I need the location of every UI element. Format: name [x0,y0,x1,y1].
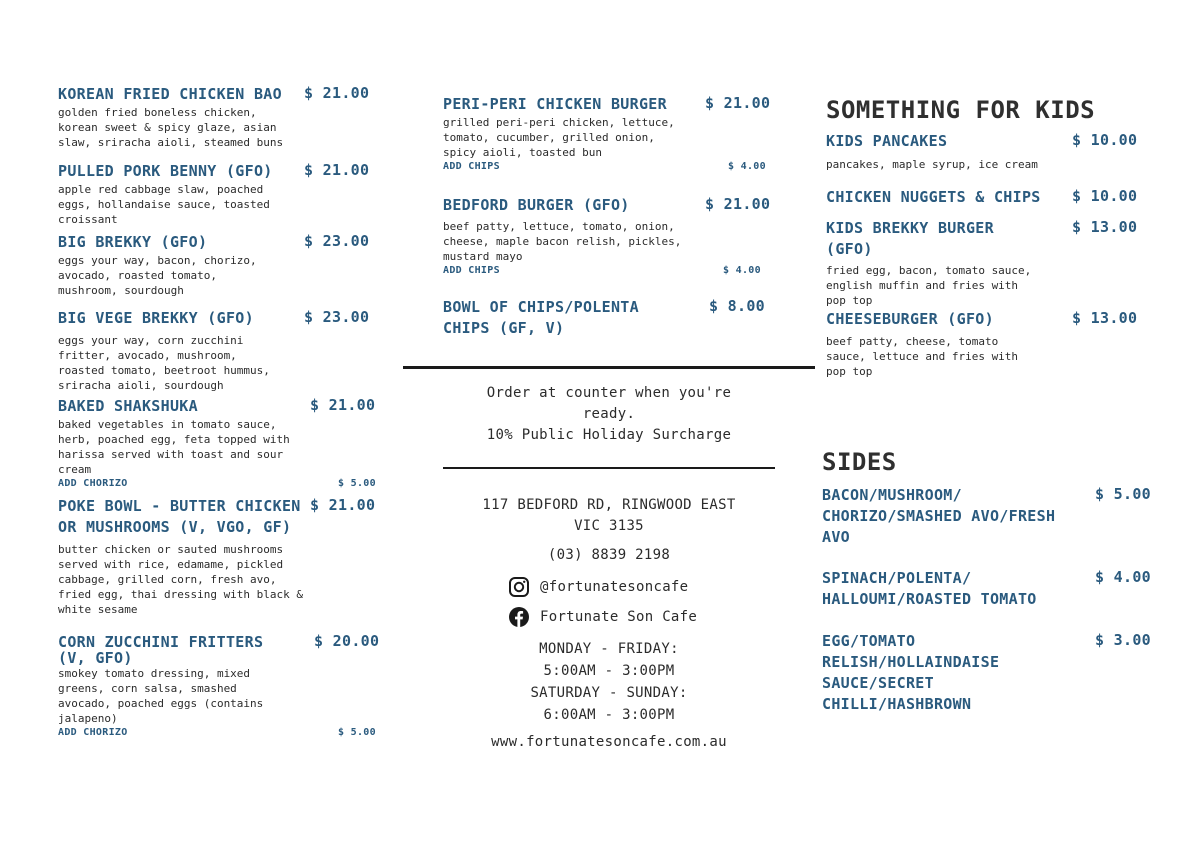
sides-item-egg-tomato [822,631,1152,715]
sides-item-spinach-polenta [822,568,1152,610]
item-description: eggs your way, corn zucchini fritter, avocado, mushroom, roasted tomato, beetroot hummus, sriracha aioli, sourdough [58,334,270,392]
instagram-icon [508,576,530,598]
kids-item-pancakes [826,131,1146,172]
kids-item-brekky-burger [826,218,1146,308]
item-price: $ 13.00 [1072,309,1138,327]
item-name: BEDFORD BURGER (GFO) [443,196,630,214]
item-price: $ 13.00 [1072,218,1138,236]
kids-item-cheeseburger [826,309,1146,379]
item-price: $ 23.00 [304,232,370,250]
menu-item-baked-shakshuka [58,396,383,491]
addon-label: ADD CHORIZO [58,727,128,738]
item-price: $ 21.00 [705,94,771,112]
item-price: $ 8.00 [709,297,765,315]
address: 117 BEDFORD RD, RINGWOOD EAST VIC 3135 [482,497,736,534]
addon-row [443,264,773,278]
addon-row [58,726,383,740]
kids-section-heading: SOMETHING FOR KIDS [826,96,1096,124]
facebook-row[interactable] [508,606,697,628]
addon-row [58,477,383,491]
item-name: KIDS PANCAKES [826,132,948,150]
facebook-page-name[interactable]: Fortunate Son Cafe [540,609,698,625]
menu-item-big-vege-brekky [58,308,383,393]
item-description: baked vegetables in tomato sauce, herb, poached egg, feta topped with harissa served with toast and sour cream [58,418,290,476]
addon-label: ADD CHIPS [443,265,500,276]
instagram-row[interactable] [508,576,688,598]
item-name: CHICKEN NUGGETS & CHIPS [826,188,1041,206]
item-description: eggs your way, bacon, chorizo, avocado, roasted tomato, mushroom, sourdough [58,254,257,297]
item-description: golden fried boneless chicken, korean sweet & spicy glaze, asian slaw, sriracha aioli, steamed buns [58,106,284,149]
item-description: pancakes, maple syrup, ice cream [826,158,1038,171]
menu-item-pulled-pork-benny [58,161,383,227]
item-price: $ 21.00 [310,396,376,414]
item-description: beef patty, cheese, tomato sauce, lettuce and fries with pop top [826,335,1019,378]
addon-price: $ 4.00 [723,265,761,276]
item-name: BAKED SHAKSHUKA [58,397,198,415]
item-description: apple red cabbage slaw, poached eggs, hollandaise sauce, toasted croissant [58,183,270,226]
addon-price: $ 4.00 [728,161,766,172]
item-description: smokey tomato dressing, mixed greens, corn salsa, smashed avocado, poached eggs (contains jalapeno) [58,667,264,725]
item-name: BIG VEGE BREKKY (GFO) [58,309,254,327]
item-name: BOWL OF CHIPS/POLENTA CHIPS (GF, V) [443,298,639,337]
menu-item-korean-bao [58,84,383,150]
item-name: POKE BOWL - BUTTER CHICKEN OR MUSHROOMS (V, VGO, GF) [58,497,301,536]
facebook-icon [508,606,530,628]
menu-item-bowl-of-chips [443,297,773,339]
item-name: CHEESEBURGER (GFO) [826,310,994,328]
item-price: $ 23.00 [304,308,370,326]
order-note: Order at counter when you're ready. 10% Public Holiday Surcharge [486,385,732,443]
item-name: SPINACH/POLENTA/ HALLOUMI/ROASTED TOMATO [822,569,1037,608]
item-name: PULLED PORK BENNY (GFO) [58,162,273,180]
phone-number: (03) 8839 2198 [547,547,671,563]
section-divider-thick [403,366,815,369]
item-description: beef patty, lettuce, tomato, onion, cheese, maple bacon relish, pickles, mustard mayo [443,220,682,263]
item-description: grilled peri-peri chicken, lettuce, tomato, cucumber, grilled onion, spicy aioli, toasted bun [443,116,675,159]
sides-section-heading: SIDES [822,448,897,476]
menu-item-big-brekky [58,232,383,298]
item-name: BIG BREKKY (GFO) [58,233,208,251]
addon-label: ADD CHORIZO [58,478,128,489]
item-description: fried egg, bacon, tomato sauce, english muffin and fries with pop top [826,264,1032,307]
item-price: $ 10.00 [1072,131,1138,149]
item-price: $ 3.00 [1095,631,1151,649]
item-price: $ 4.00 [1095,568,1151,586]
item-price: $ 5.00 [1095,485,1151,503]
item-name: KOREAN FRIED CHICKEN BAO [58,85,282,103]
item-price: $ 20.00 [314,632,380,650]
menu-item-poke-bowl [58,496,383,617]
menu-item-peri-peri-burger [443,94,773,174]
website-link[interactable]: www.fortunatesoncafe.com.au [491,734,727,750]
sides-item-bacon-mushroom [822,485,1152,548]
item-price: $ 21.00 [304,84,370,102]
item-price: $ 21.00 [310,496,376,514]
menu-item-bedford-burger [443,195,773,278]
item-name: KIDS BREKKY BURGER (GFO) [826,219,994,258]
item-price: $ 21.00 [304,161,370,179]
kids-item-chicken-nuggets [826,187,1146,208]
item-name: PERI-PERI CHICKEN BURGER [443,95,667,113]
instagram-handle[interactable]: @fortunatesoncafe [540,579,689,595]
item-name: CORN ZUCCHINI FRITTERS (V, GFO) [58,633,264,667]
item-price: $ 21.00 [705,195,771,213]
section-divider-thin [443,467,775,469]
addon-price: $ 5.00 [338,727,376,738]
addon-label: ADD CHIPS [443,161,500,172]
menu-item-corn-zucchini-fritters [58,632,383,740]
addon-price: $ 5.00 [338,478,376,489]
item-price: $ 10.00 [1072,187,1138,205]
item-name: BACON/MUSHROOM/ CHORIZO/SMASHED AVO/FRESH AVO [822,486,1056,546]
addon-row [443,160,773,174]
opening-hours: MONDAY - FRIDAY: 5:00AM - 3:00PM SATURDAY - SUNDAY: 6:00AM - 3:00PM [530,641,688,723]
item-name: EGG/TOMATO RELISH/HOLLAINDAISE SAUCE/SECRET CHILLI/HASHBROWN [822,632,1000,713]
item-description: butter chicken or sauted mushrooms served with rice, edamame, pickled cabbage, grilled corn, fresh avo, fried egg, thai dressing with black & white sesame [58,543,304,616]
